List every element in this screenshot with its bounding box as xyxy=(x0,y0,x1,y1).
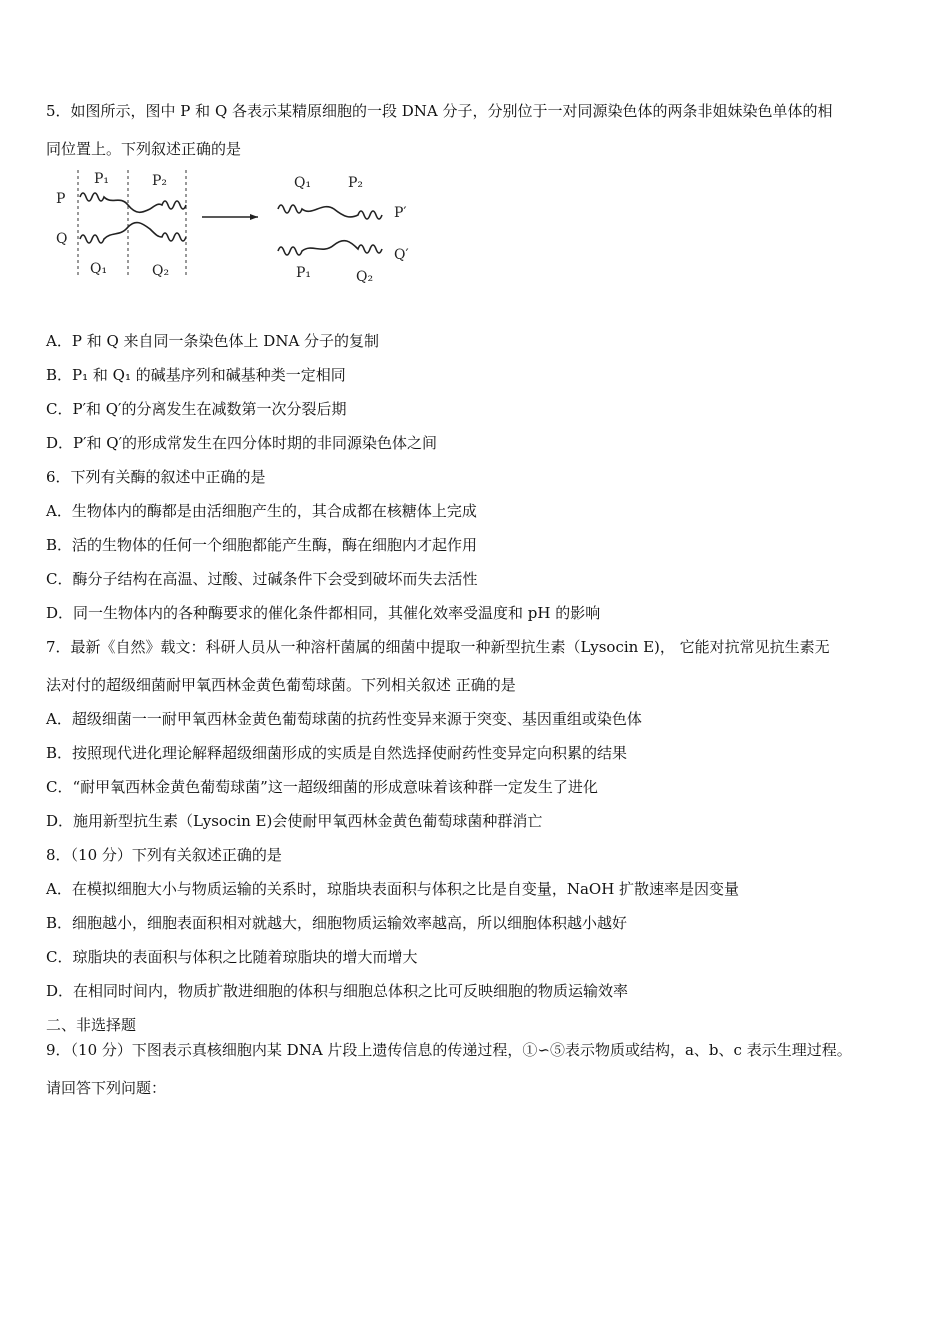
q8-option-c: C．琼脂块的表面积与体积之比随着琼脂块的增大而增大 xyxy=(46,948,418,966)
label-P2-left: P₂ xyxy=(152,173,168,189)
q5-option-a: A．P 和 Q 来自同一条染色体上 DNA 分子的复制 xyxy=(46,332,380,350)
strand-Q xyxy=(80,223,186,243)
label-Qprime: Q′ xyxy=(394,247,409,263)
q6-option-a: A．生物体内的酶都是由活细胞产生的，其合成都在核糖体上完成 xyxy=(46,502,477,520)
q8-stem: 8．（10 分）下列有关叙述正确的是 xyxy=(46,846,282,864)
label-Q1-right: Q₁ xyxy=(294,175,312,191)
q8-option-b: B．细胞越小，细胞表面积相对就越大，细胞物质运输效率越高，所以细胞体积越小越好 xyxy=(46,914,628,932)
q5-option-c: C．P′和 Q′的分离发生在减数第一次分裂后期 xyxy=(46,400,347,418)
label-P2-right: P₂ xyxy=(348,175,364,191)
q5-dna-crossover-diagram xyxy=(50,165,420,290)
q7-option-d: D．施用新型抗生素（Lysocin E)会使耐甲氧西林金黄色葡萄球菌种群消亡 xyxy=(46,812,543,830)
q6-stem: 6．下列有关酶的叙述中正确的是 xyxy=(46,468,266,486)
q9-stem-line1: 9．（10 分）下图表示真核细胞内某 DNA 片段上遗传信息的传递过程，①∽⑤表示物质或结构，a、b、c 表示生理过程。 xyxy=(46,1041,852,1059)
strand-Qprime xyxy=(278,241,382,255)
section2-title: 二、非选择题 xyxy=(46,1016,137,1034)
label-Q1-left: Q₁ xyxy=(90,261,108,277)
q9-stem-line2: 请回答下列问题： xyxy=(46,1079,167,1097)
arrow-head-icon xyxy=(250,214,258,220)
label-P1-left: P₁ xyxy=(94,171,110,187)
q8-option-a: A．在模拟细胞大小与物质运输的关系时，琼脂块表面积与体积之比是自变量，NaOH 扩散速率是因变量 xyxy=(46,880,740,898)
q7-stem-line1: 7．最新《自然》载文：科研人员从一种溶杆菌属的细菌中提取一种新型抗生素（Lysocin E)， 它能对抗常见抗生素无 xyxy=(46,638,830,656)
q5-option-b: B．P₁ 和 Q₁ 的碱基序列和碱基种类一定相同 xyxy=(46,366,346,384)
q7-option-a: A．超级细菌一一耐甲氧西林金黄色葡萄球菌的抗药性变异来源于突变、基因重组或染色体 xyxy=(46,710,642,728)
q5-option-d: D．P′和 Q′的形成常发生在四分体时期的非同源染色体之间 xyxy=(46,434,437,452)
strand-P xyxy=(80,193,186,212)
label-P: P xyxy=(56,191,66,207)
q7-option-b: B．按照现代进化理论解释超级细菌形成的实质是自然选择使耐药性变异定向积累的结果 xyxy=(46,744,628,762)
q6-option-b: B．活的生物体的任何一个细胞都能产生酶，酶在细胞内才起作用 xyxy=(46,536,478,554)
q7-option-c: C．“耐甲氧西林金黄色葡萄球菌”这一超级细菌的形成意味着该种群一定发生了进化 xyxy=(46,778,598,796)
label-Q: Q xyxy=(56,231,68,247)
label-Q2-right: Q₂ xyxy=(356,269,374,285)
label-Pprime: P′ xyxy=(394,205,407,221)
q5-stem-line1: 5．如图所示，图中 P 和 Q 各表示某精原细胞的一段 DNA 分子，分别位于一对同源染色体的两条非姐妹染色单体的相 xyxy=(46,102,833,120)
q7-stem-line2: 法对付的超级细菌耐甲氧西林金黄色葡萄球菌。下列相关叙述 正确的是 xyxy=(46,676,516,694)
label-Q2-left: Q₂ xyxy=(152,263,170,279)
q6-option-c: C．酶分子结构在高温、过酸、过碱条件下会受到破坏而失去活性 xyxy=(46,570,478,588)
label-P1-right: P₁ xyxy=(296,265,312,281)
q5-stem-line2: 同位置上。下列叙述正确的是 xyxy=(46,140,242,158)
q6-option-d: D．同一生物体内的各种酶要求的催化条件都相同，其催化效率受温度和 pH 的影响 xyxy=(46,604,601,622)
strand-Pprime xyxy=(278,205,382,219)
q8-option-d: D．在相同时间内，物质扩散进细胞的体积与细胞总体积之比可反映细胞的物质运输效率 xyxy=(46,982,629,1000)
